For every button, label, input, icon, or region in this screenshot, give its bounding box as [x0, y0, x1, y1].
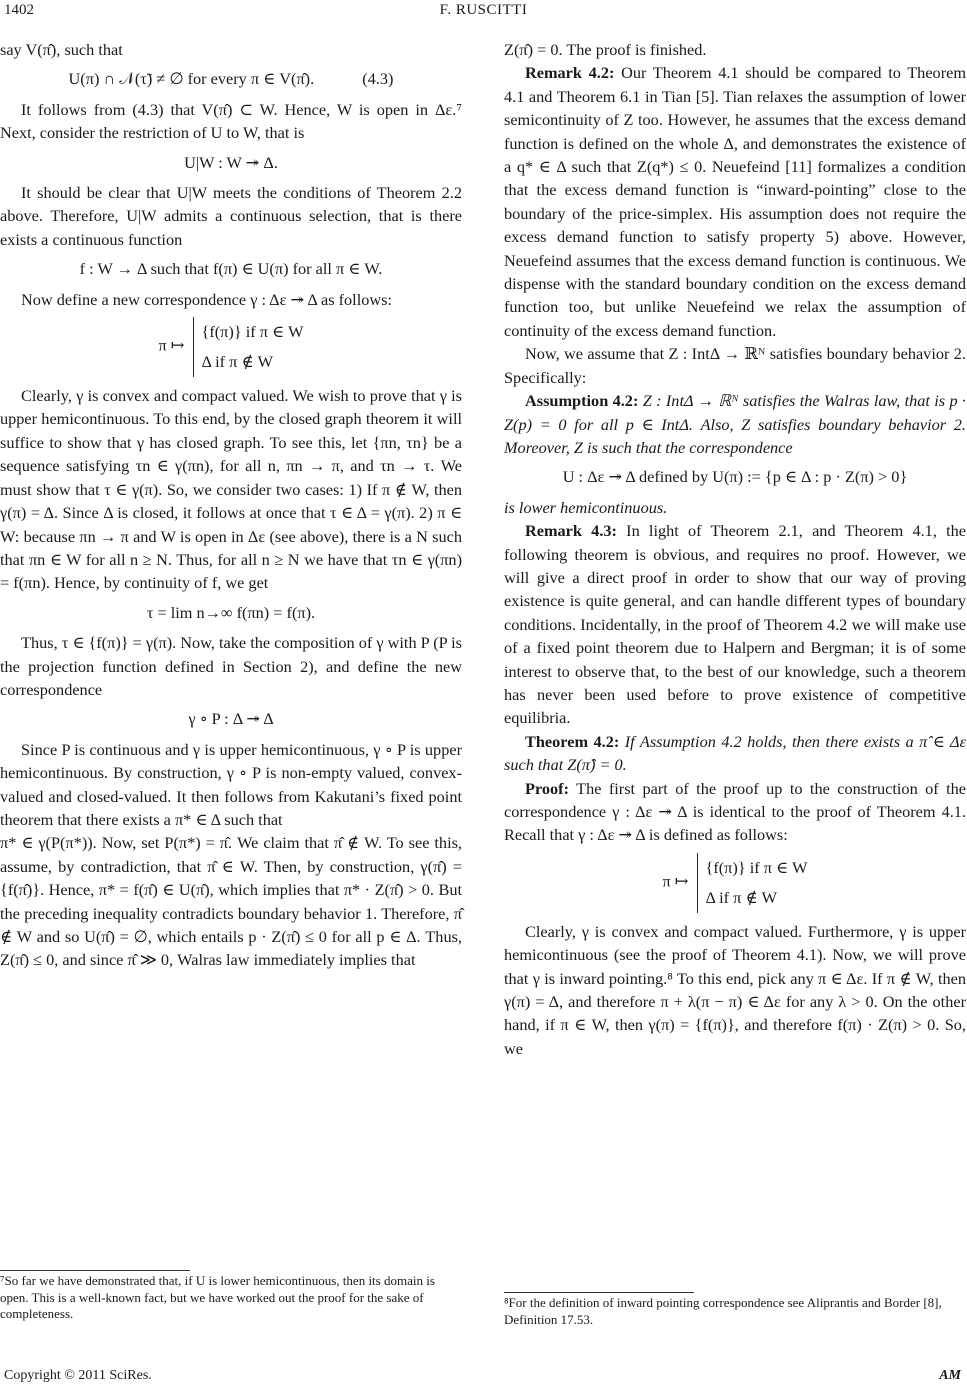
paragraph: It should be clear that U|W meets the conditions of Theorem 2.2 above. Therefore, U|W admits a continuous selection, that is there exists a continuous function	[0, 183, 462, 249]
theorem-text: If Assumption 4.2 holds, then there exists a π̂ ∈ Δε such that Z(π̂) = 0.	[504, 731, 966, 775]
copyright: Copyright © 2011 SciRes.	[4, 1368, 152, 1383]
page-number: 1402	[4, 2, 34, 18]
left-column	[0, 38, 462, 972]
equation-number: (4.3)	[362, 69, 394, 89]
equation-lhs: π ↦	[158, 335, 185, 355]
footnote-8: ⁸For the definition of inward pointing correspondence see Aliprantis and Border [8], Definition 17.53.	[504, 1295, 942, 1327]
theorem-4-2	[504, 730, 966, 777]
piecewise-cases	[193, 317, 304, 377]
assumption-4-2	[504, 389, 966, 459]
footnote-rule	[504, 1292, 694, 1293]
paragraph: Now, we assume that Z : IntΔ → ℝᴺ satisfies boundary behavior 2. Specifically:	[504, 344, 966, 387]
page-header	[0, 0, 967, 28]
equation-4-3	[0, 67, 462, 90]
equation-composition: γ ∘ P : Δ ↠ Δ	[188, 709, 274, 729]
case-2: Δ if π ∉ W	[705, 887, 777, 907]
equation-gamma	[0, 317, 462, 377]
paragraph: Clearly, γ is convex and compact valued. We wish to prove that γ is upper hemicontinuous. To this end, by the closed graph theorem it will suffice to show that γ has closed graph. To see this, let {πn, τn} be a sequence satisfying τn ∈ γ(πn), for all n, πn → π, and τn → τ. We must show that τ ∈ γ(π). So, we consider two cases: 1) If π ∉ W, then γ(π) = Δ. Since Δ is closed, it follows at once that τ ∈ Δ = γ(π). 2) π ∈ W: because πn → π and W is open in Δε (see above), there is a N such that πn ∈ W for all n ≥ N. Thus, for all n ≥ N we have that τn ∈ γ(πn) = f(πn). Hence, by continuity of f, we get	[0, 386, 462, 593]
remark-title: Remark 4.2:	[525, 63, 615, 83]
case-2: Δ if π ∉ W	[201, 352, 273, 372]
equation-gamma	[504, 853, 966, 913]
equation-lhs: π ↦	[662, 871, 689, 891]
remark-text: In light of Theorem 2.1, and Theorem 4.1, the following theorem is obvious, and requires no proof. However, we will give a direct proof in order to show that our way of proving existence is quite general, and can handle different types of boundary conditions. Incidentally, in the proof of Theorem 4.2 we will make use of a fixed point theorem due to Halpern and Bergman; it is of some interest to observe that, to the best of our knowledge, such a theorem has never been used before to prove existence of competitive equilibria.	[504, 521, 966, 728]
equation-restriction: U|W : W ↠ Δ.	[184, 152, 278, 172]
footnote-rule	[0, 1270, 190, 1271]
paragraph: Clearly, γ is convex and compact valued. Furthermore, γ is upper hemicontinuous (see the proof of Theorem 4.1). Now, we will prove that γ is inward pointing.⁸ To this end, pick any π ∈ Δε. If π ∉ W, then γ(π) = Δ, and therefore π + λ(π − π) ∈ Δε for any λ > 0. On the other hand, if π ∈ W, then γ(π) = {f(π)}, and therefore f(π) · Z(π) > 0. So, we	[504, 921, 966, 1058]
theorem-title: Theorem 4.2:	[525, 731, 620, 751]
piecewise-cases	[697, 853, 808, 913]
right-column	[504, 38, 966, 1060]
equation-selection: f : W → Δ such that f(π) ∈ U(π) for all π ∈ W.	[79, 259, 383, 279]
journal-abbrev: AM	[939, 1368, 961, 1383]
proof-title: Proof:	[525, 778, 570, 798]
paragraph: is lower hemicontinuous.	[504, 497, 668, 517]
equation-limit: τ = lim n→∞ f(πn) = f(π).	[146, 602, 316, 622]
footnote-7: ⁷So far we have demonstrated that, if U is lower hemicontinuous, then its domain is open. This is a well-known fact, but we have worked out the proof for the sake of completeness.	[0, 1273, 435, 1321]
remark-title: Remark 4.3:	[525, 521, 617, 541]
proof	[504, 777, 966, 847]
assumption-text: Z : IntΔ → ℝᴺ satisfies the Walras law, that is p · Z(p) = 0 for all p ∈ IntΔ. Also, Z satisfies boundary behavior 2. Moreover, Z is such that the correspondence	[504, 391, 967, 457]
equation-U: U : Δε ↠ Δ defined by U(π) := {p ∈ Δ : p · Z(π) > 0}	[562, 467, 908, 487]
remark-text: Our Theorem 4.1 should be compared to Theorem 4.1 and Theorem 6.1 in Tian [5]. Tian relaxes the assumption of lower semicontinuity of Z too. However, he assumes that the excess demand function is defined on the whole Δ, and demonstrates the existence of a q* ∈ Δ such that Z(q*) ≤ 0. Neuefeind [11] formalizes a condition that the excess demand function is “inward-pointing” close to the boundary of the price-simplex. His assumption does not require the excess demand function to satisfy property 5) above. However, Neuefeind assumes that the excess demand function is continuous. We dispense with the standard boundary condition on the excess demand function too, but unlike Neuefeind we relax the assumption of continuity of the excess demand function.	[504, 63, 967, 340]
paragraph: Since P is continuous and γ is upper hemicontinuous, γ ∘ P is upper hemicontinuous. By construction, γ ∘ P is non-empty valued, convex-valued and closed-valued. It then follows from Kakutani’s fixed point theorem that there exists a π* ∈ Δ such that	[0, 739, 462, 829]
assumption-title: Assumption 4.2:	[525, 391, 639, 411]
case-1: {f(π)} if π ∈ W	[705, 857, 808, 877]
running-head: F. RUSCITTI	[439, 2, 528, 18]
paragraph: π* ∈ γ(P(π*)). Now, set P(π*) = π̂. We claim that π̂ ∉ W. To see this, assume, by contradiction, that π̂ ∈ W. Then, by construction, γ(π̂) = {f(π̂)}. Hence, π* = f(π̂) ∈ U(π̂), which implies that π* · Z(π̂) > 0. But the preceding inequality contradicts boundary behavior 1. Therefore, π̂ ∉ W and so U(π̂) = ∅, which entails p · Z(π̂) ≤ 0 for all p ∈ Δ. Thus, Z(π̂) ≤ 0, and since π̂ ≫ 0, Walras law immediately implies that	[0, 833, 462, 970]
case-1: {f(π)} if π ∈ W	[201, 322, 304, 342]
remark-4-2	[504, 61, 966, 342]
paragraph: Z(π̂) = 0. The proof is finished.	[504, 40, 707, 59]
paragraph: Now define a new correspondence γ : Δε ↠ Δ as follows:	[21, 289, 392, 309]
paragraph: Thus, τ ∈ {f(π)} = γ(π). Now, take the composition of γ with P (P is the projection function defined in Section 2), and define the new correspondence	[0, 633, 462, 699]
proof-text: The first part of the proof up to the construction of the correspondence γ : Δε ↠ Δ is identical to the proof of Theorem 4.1. Recall that γ : Δε ↠ Δ is defined as follows:	[504, 778, 966, 845]
equation-body: U(π) ∩ 𝒩(τ̃) ≠ ∅ for every π ∈ V(π̂).	[68, 69, 315, 89]
remark-4-3	[504, 519, 966, 730]
paragraph: say V(π̂), such that	[0, 40, 123, 59]
paragraph: It follows from (4.3) that V(π̂) ⊂ W. Hence, W is open in Δε.⁷ Next, consider the restriction of U to W, that is	[0, 99, 462, 143]
